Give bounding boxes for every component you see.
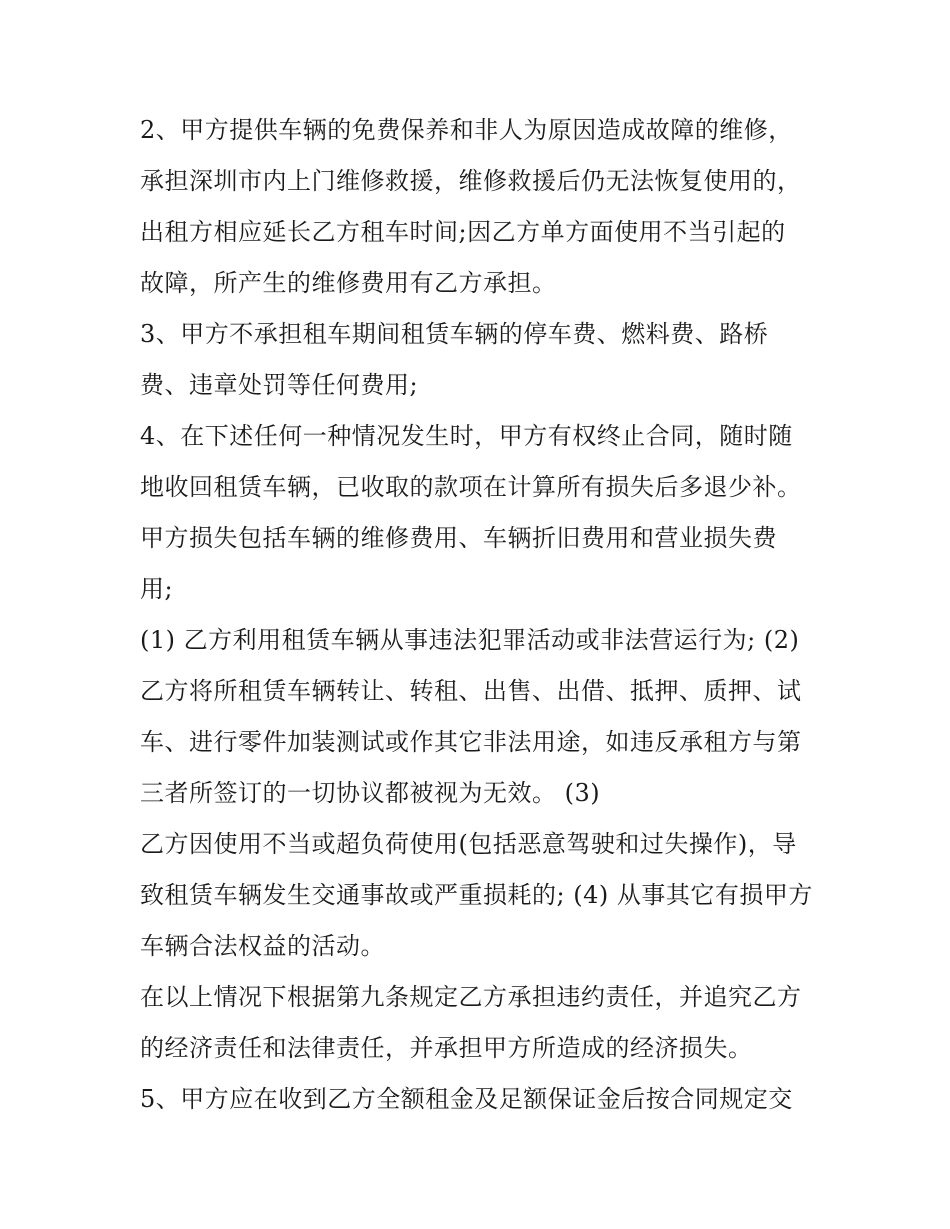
text-line: 2、甲方提供车辆的免费保养和非人为原因造成故障的维修， bbox=[140, 116, 793, 144]
text-line: 费、违章处罚等任何费用; bbox=[140, 371, 419, 399]
text-line: 乙方将所租赁车辆转让、转租、出售、出借、抵押、质押、试 bbox=[140, 677, 802, 705]
text-line: 致租赁车辆发生交通事故或严重损耗的; (4) 从事其它有损甲方 bbox=[140, 881, 813, 909]
text-line: 地收回租赁车辆，已收取的款项在计算所有损失后多退少补。 bbox=[140, 473, 802, 501]
text-line: 5、甲方应在收到乙方全额租金及足额保证金后按合同规定交 bbox=[140, 1085, 793, 1113]
text-line: 用; bbox=[140, 575, 174, 603]
text-line: 三者所签订的一切协议都被视为无效。 (3) bbox=[140, 779, 601, 807]
text-line: 4、在下述任何一种情况发生时，甲方有权终止合同，随时随 bbox=[140, 422, 793, 450]
text-line: 车辆合法权益的活动。 bbox=[140, 932, 385, 960]
text-line: 车、进行零件加装测试或作其它非法用途，如违反承租方与第 bbox=[140, 728, 802, 756]
text-line: 甲方损失包括车辆的维修费用、车辆折旧费用和营业损失费 bbox=[140, 524, 777, 552]
text-line: 承担深圳市内上门维修救援，维修救援后仍无法恢复使用的， bbox=[140, 167, 802, 195]
text-line: 故障，所产生的维修费用有乙方承担。 bbox=[140, 269, 557, 297]
text-line: 在以上情况下根据第九条规定乙方承担违约责任，并追究乙方 bbox=[140, 983, 802, 1011]
text-line: 3、甲方不承担租车期间租赁车辆的停车费、燃料费、路桥 bbox=[140, 320, 769, 348]
text-line: 的经济责任和法律责任，并承担甲方所造成的经济损失。 bbox=[140, 1034, 753, 1062]
text-line: 乙方因使用不当或超负荷使用(包括恶意驾驶和过失操作)，导 bbox=[140, 830, 797, 858]
text-line: (1) 乙方利用租赁车辆从事违法犯罪活动或非法营运行为; (2) bbox=[140, 626, 800, 654]
text-line: 出租方相应延长乙方租车时间;因乙方单方面使用不当引起的 bbox=[140, 218, 786, 246]
